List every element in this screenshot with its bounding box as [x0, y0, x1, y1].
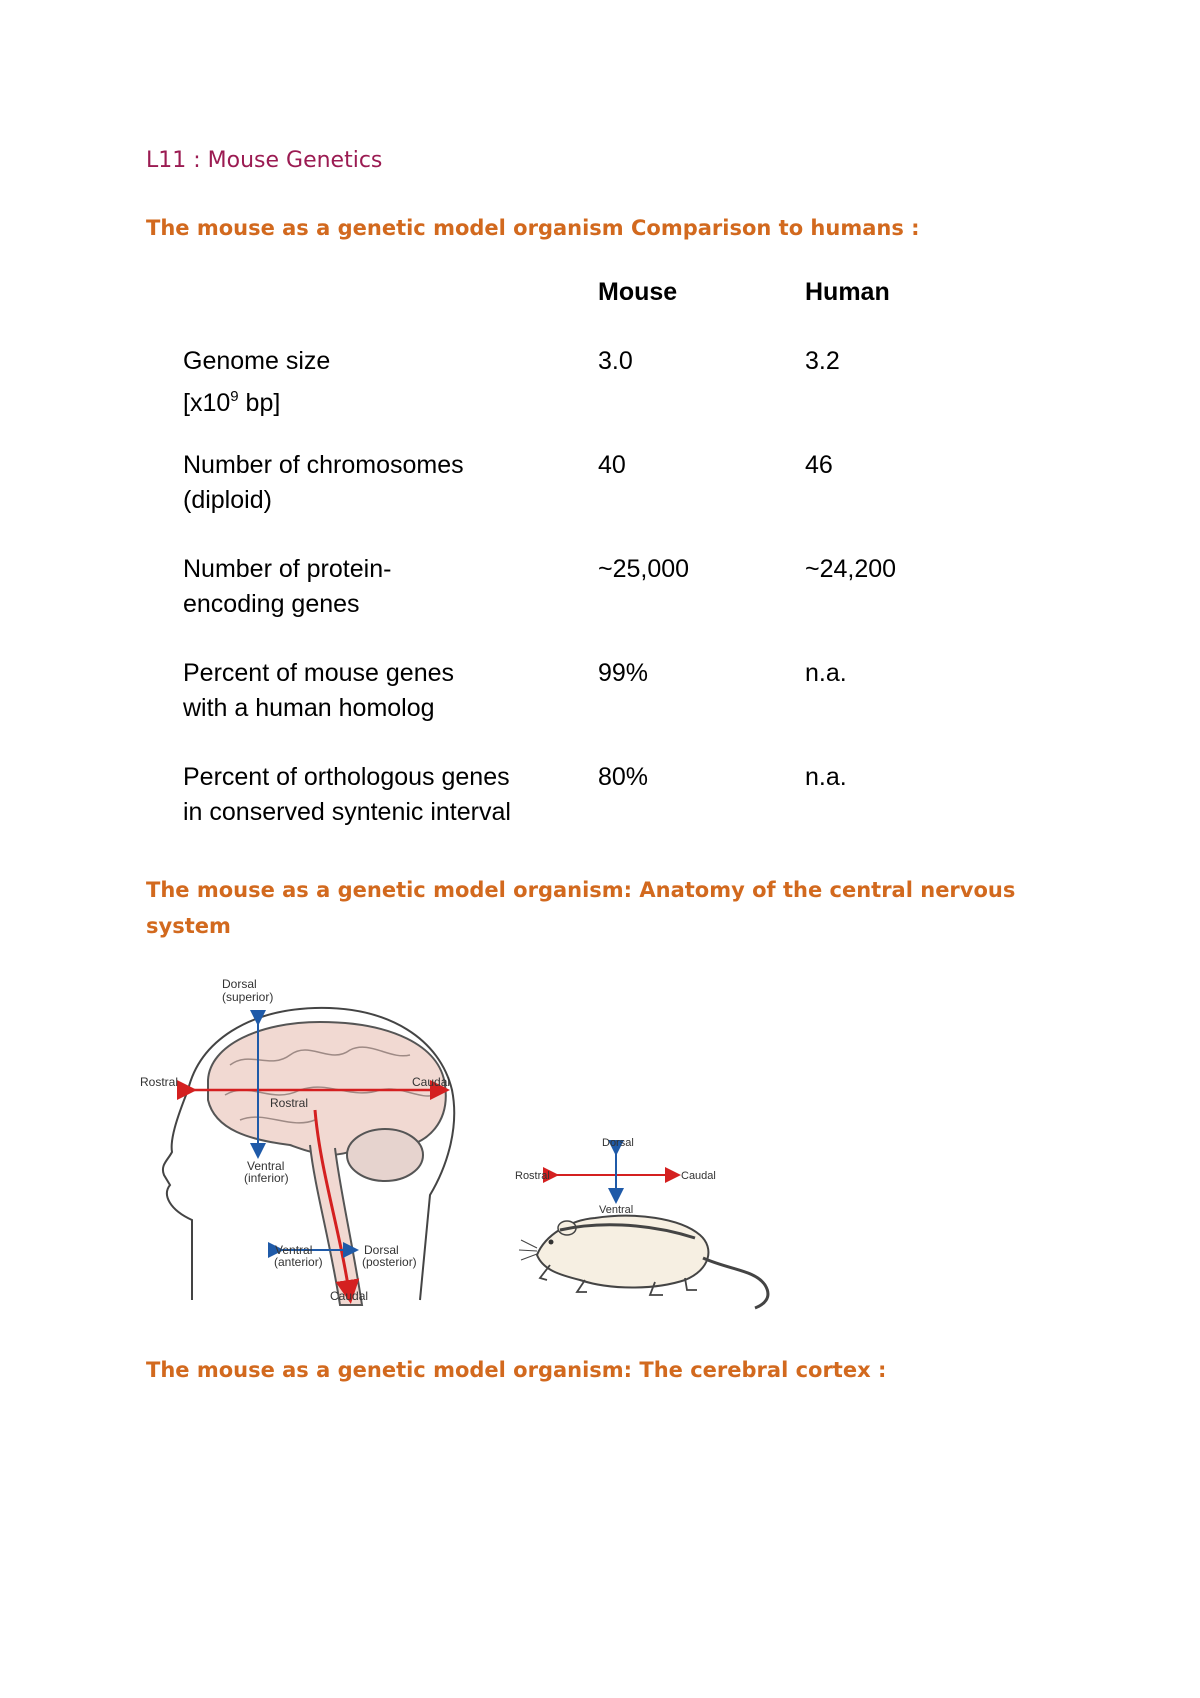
label-superior: (superior) [222, 990, 274, 1004]
row-label-line1: Percent of mouse genes [183, 659, 454, 687]
label-anterior: (anterior) [274, 1255, 323, 1269]
row-label-syntenic [183, 760, 583, 830]
row-label-genome-size [183, 344, 583, 421]
superscript-exponent: 9 [230, 388, 239, 405]
mouse-eye [549, 1240, 554, 1245]
cell-mouse-chromosomes: 40 [598, 451, 626, 479]
row-label-line1: Number of chromosomes [183, 451, 464, 479]
label-rostral-inner: Rostral [270, 1096, 309, 1110]
cell-mouse-genome-size: 3.0 [598, 347, 633, 375]
row-label-line2-unit: bp] [238, 389, 281, 417]
row-label-human-homolog [183, 656, 583, 726]
row-label-line2: (diploid) [183, 486, 272, 514]
cell-human-chromosomes: 46 [805, 451, 833, 479]
label-inferior: (inferior) [244, 1171, 289, 1185]
row-label-line2: encoding genes [183, 590, 360, 618]
column-header-mouse: Mouse [598, 278, 678, 306]
row-label-line2: in conserved syntenic interval [183, 798, 511, 826]
mouse-whiskers [519, 1240, 537, 1260]
row-label-line1: Number of protein- [183, 555, 392, 583]
label-ventral-low: Ventral [275, 1243, 313, 1257]
mouse-label-ventral: Ventral [599, 1204, 634, 1216]
mouse-label-caudal: Caudal [681, 1170, 716, 1182]
page-title: L11 : Mouse Genetics [146, 148, 383, 173]
mouse-label-rostral: Rostral [515, 1170, 550, 1182]
column-header-human: Human [805, 278, 890, 306]
human-cns-figure [140, 970, 480, 1310]
cell-human-protein-genes: ~24,200 [805, 555, 897, 583]
label-caudal-right: Caudal [412, 1075, 451, 1089]
label-caudal-bottom: Caudal [330, 1289, 369, 1303]
section-heading-cortex: The mouse as a genetic model organism: The cerebral cortex : [146, 1358, 887, 1382]
mouse-cns-figure [515, 1130, 805, 1315]
row-label-protein-genes [183, 552, 583, 622]
row-label-line2: with a human homolog [183, 694, 435, 722]
cell-human-homolog: n.a. [805, 659, 847, 687]
label-posterior: (posterior) [362, 1255, 417, 1269]
row-label-line2: [x10 [183, 389, 231, 417]
label-dorsal-top: Dorsal [222, 977, 257, 991]
cell-human-syntenic: n.a. [805, 763, 847, 791]
row-label-line1: Percent of orthologous genes [183, 763, 510, 791]
row-label-line1: Genome size [183, 347, 331, 375]
row-label-chromosomes [183, 448, 583, 518]
section-heading-comparison: The mouse as a genetic model organism Comparison to humans : [146, 216, 920, 240]
label-dorsal-low: Dorsal [364, 1243, 399, 1257]
cerebellum [347, 1129, 423, 1181]
cell-mouse-syntenic: 80% [598, 763, 649, 791]
mouse-tail [703, 1258, 768, 1308]
section-heading-anatomy: The mouse as a genetic model organism: Anatomy of the central nervous system [146, 878, 1016, 938]
cell-human-genome-size: 3.2 [805, 347, 840, 375]
cell-mouse-homolog: 99% [598, 659, 649, 687]
mouse-label-dorsal: Dorsal [602, 1137, 634, 1149]
cell-mouse-protein-genes: ~25,000 [598, 555, 690, 583]
label-rostral-left: Rostral [140, 1075, 179, 1089]
label-ventral-mid: Ventral [247, 1159, 285, 1173]
